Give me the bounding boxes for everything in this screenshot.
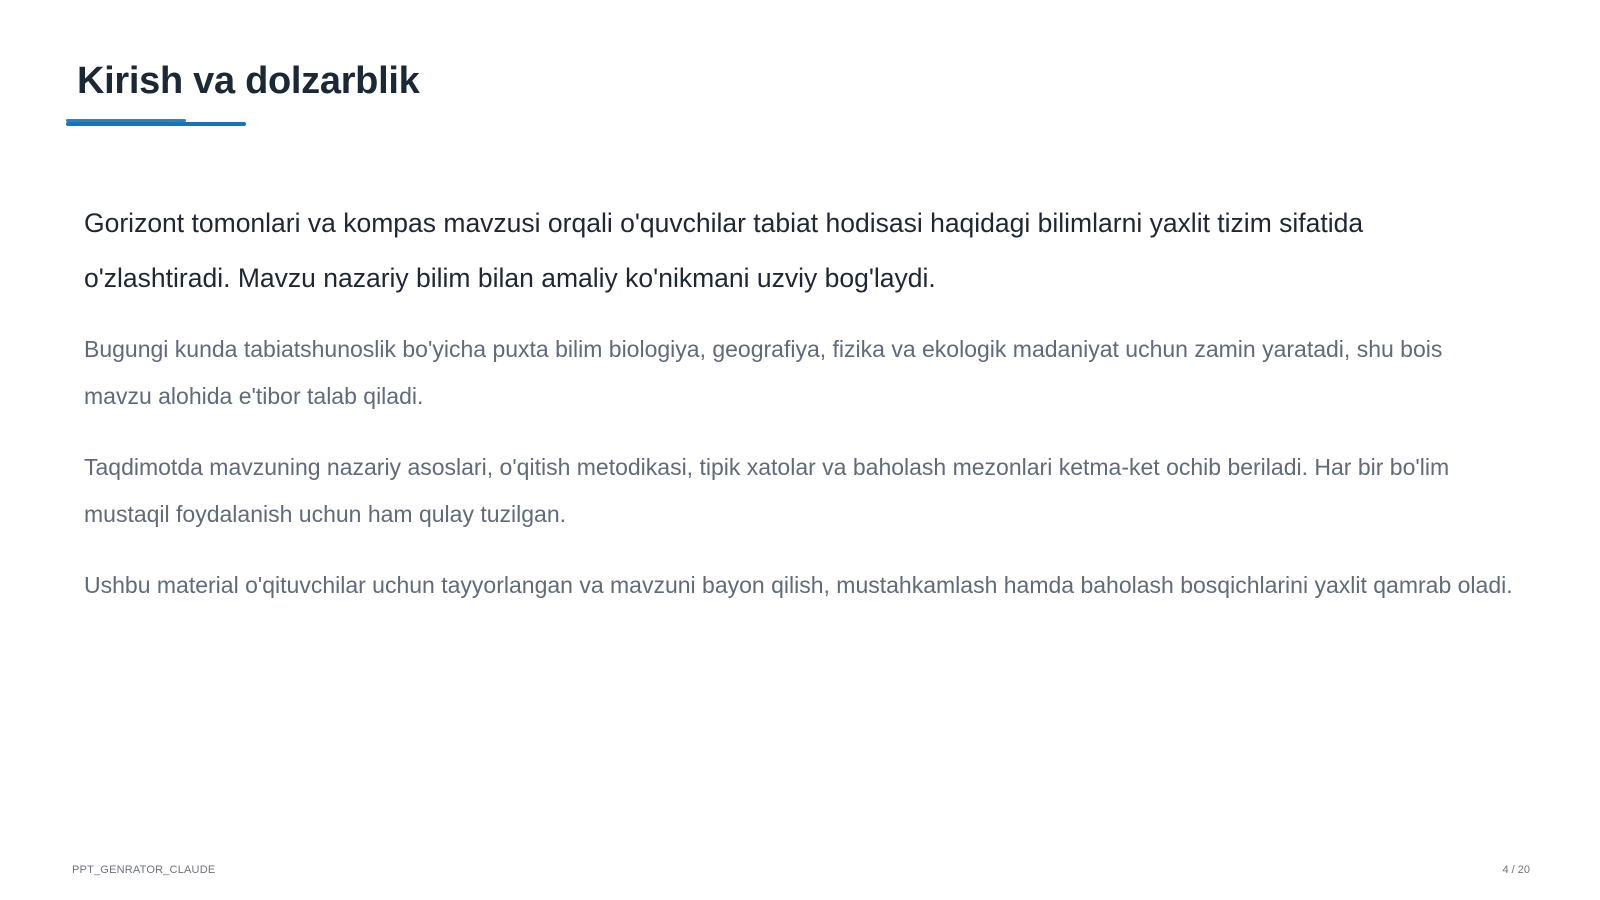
- footer-source-label: PPT_GENRATOR_CLAUDE: [72, 864, 216, 876]
- lead-paragraph: Gorizont tomonlari va kompas mavzusi orqali o'quvchilar tabiat hodisasi haqidagi bilimlarni yaxlit tizim sifatida o'zlashtiradi. Mavzu nazariy bilim bilan amaliy ko'nikmani uzviy bog'laydi.: [84, 208, 1364, 293]
- body-paragraph-3: Ushbu material o'qituvchilar uchun tayyorlangan va mavzuni bayon qilish, mustahkamlash hamda baholash bosqichlarini yaxlit qamrab oladi.: [84, 572, 1513, 598]
- slide-content: [84, 196, 1514, 633]
- body-paragraph-2: Taqdimotda mavzuning nazariy asoslari, o'qitish metodikasi, tipik xatolar va baholash mezonlari ketma-ket ochib beriladi. Har bir bo'lim mustaqil foydalanish uchun ham qulay tuzilgan.: [84, 454, 1450, 527]
- body-paragraph-1: Bugungi kunda tabiatshunoslik bo'yicha puxta bilim biologiya, geografiya, fizika va ekologik madaniyat uchun zamin yaratadi, shu bois mavzu alohida e'tibor talab qiladi.: [84, 336, 1443, 409]
- slide-title: Kirish va dolzarblik: [77, 60, 420, 102]
- title-underline: [66, 122, 246, 126]
- page-number: 4 / 20: [1502, 864, 1530, 876]
